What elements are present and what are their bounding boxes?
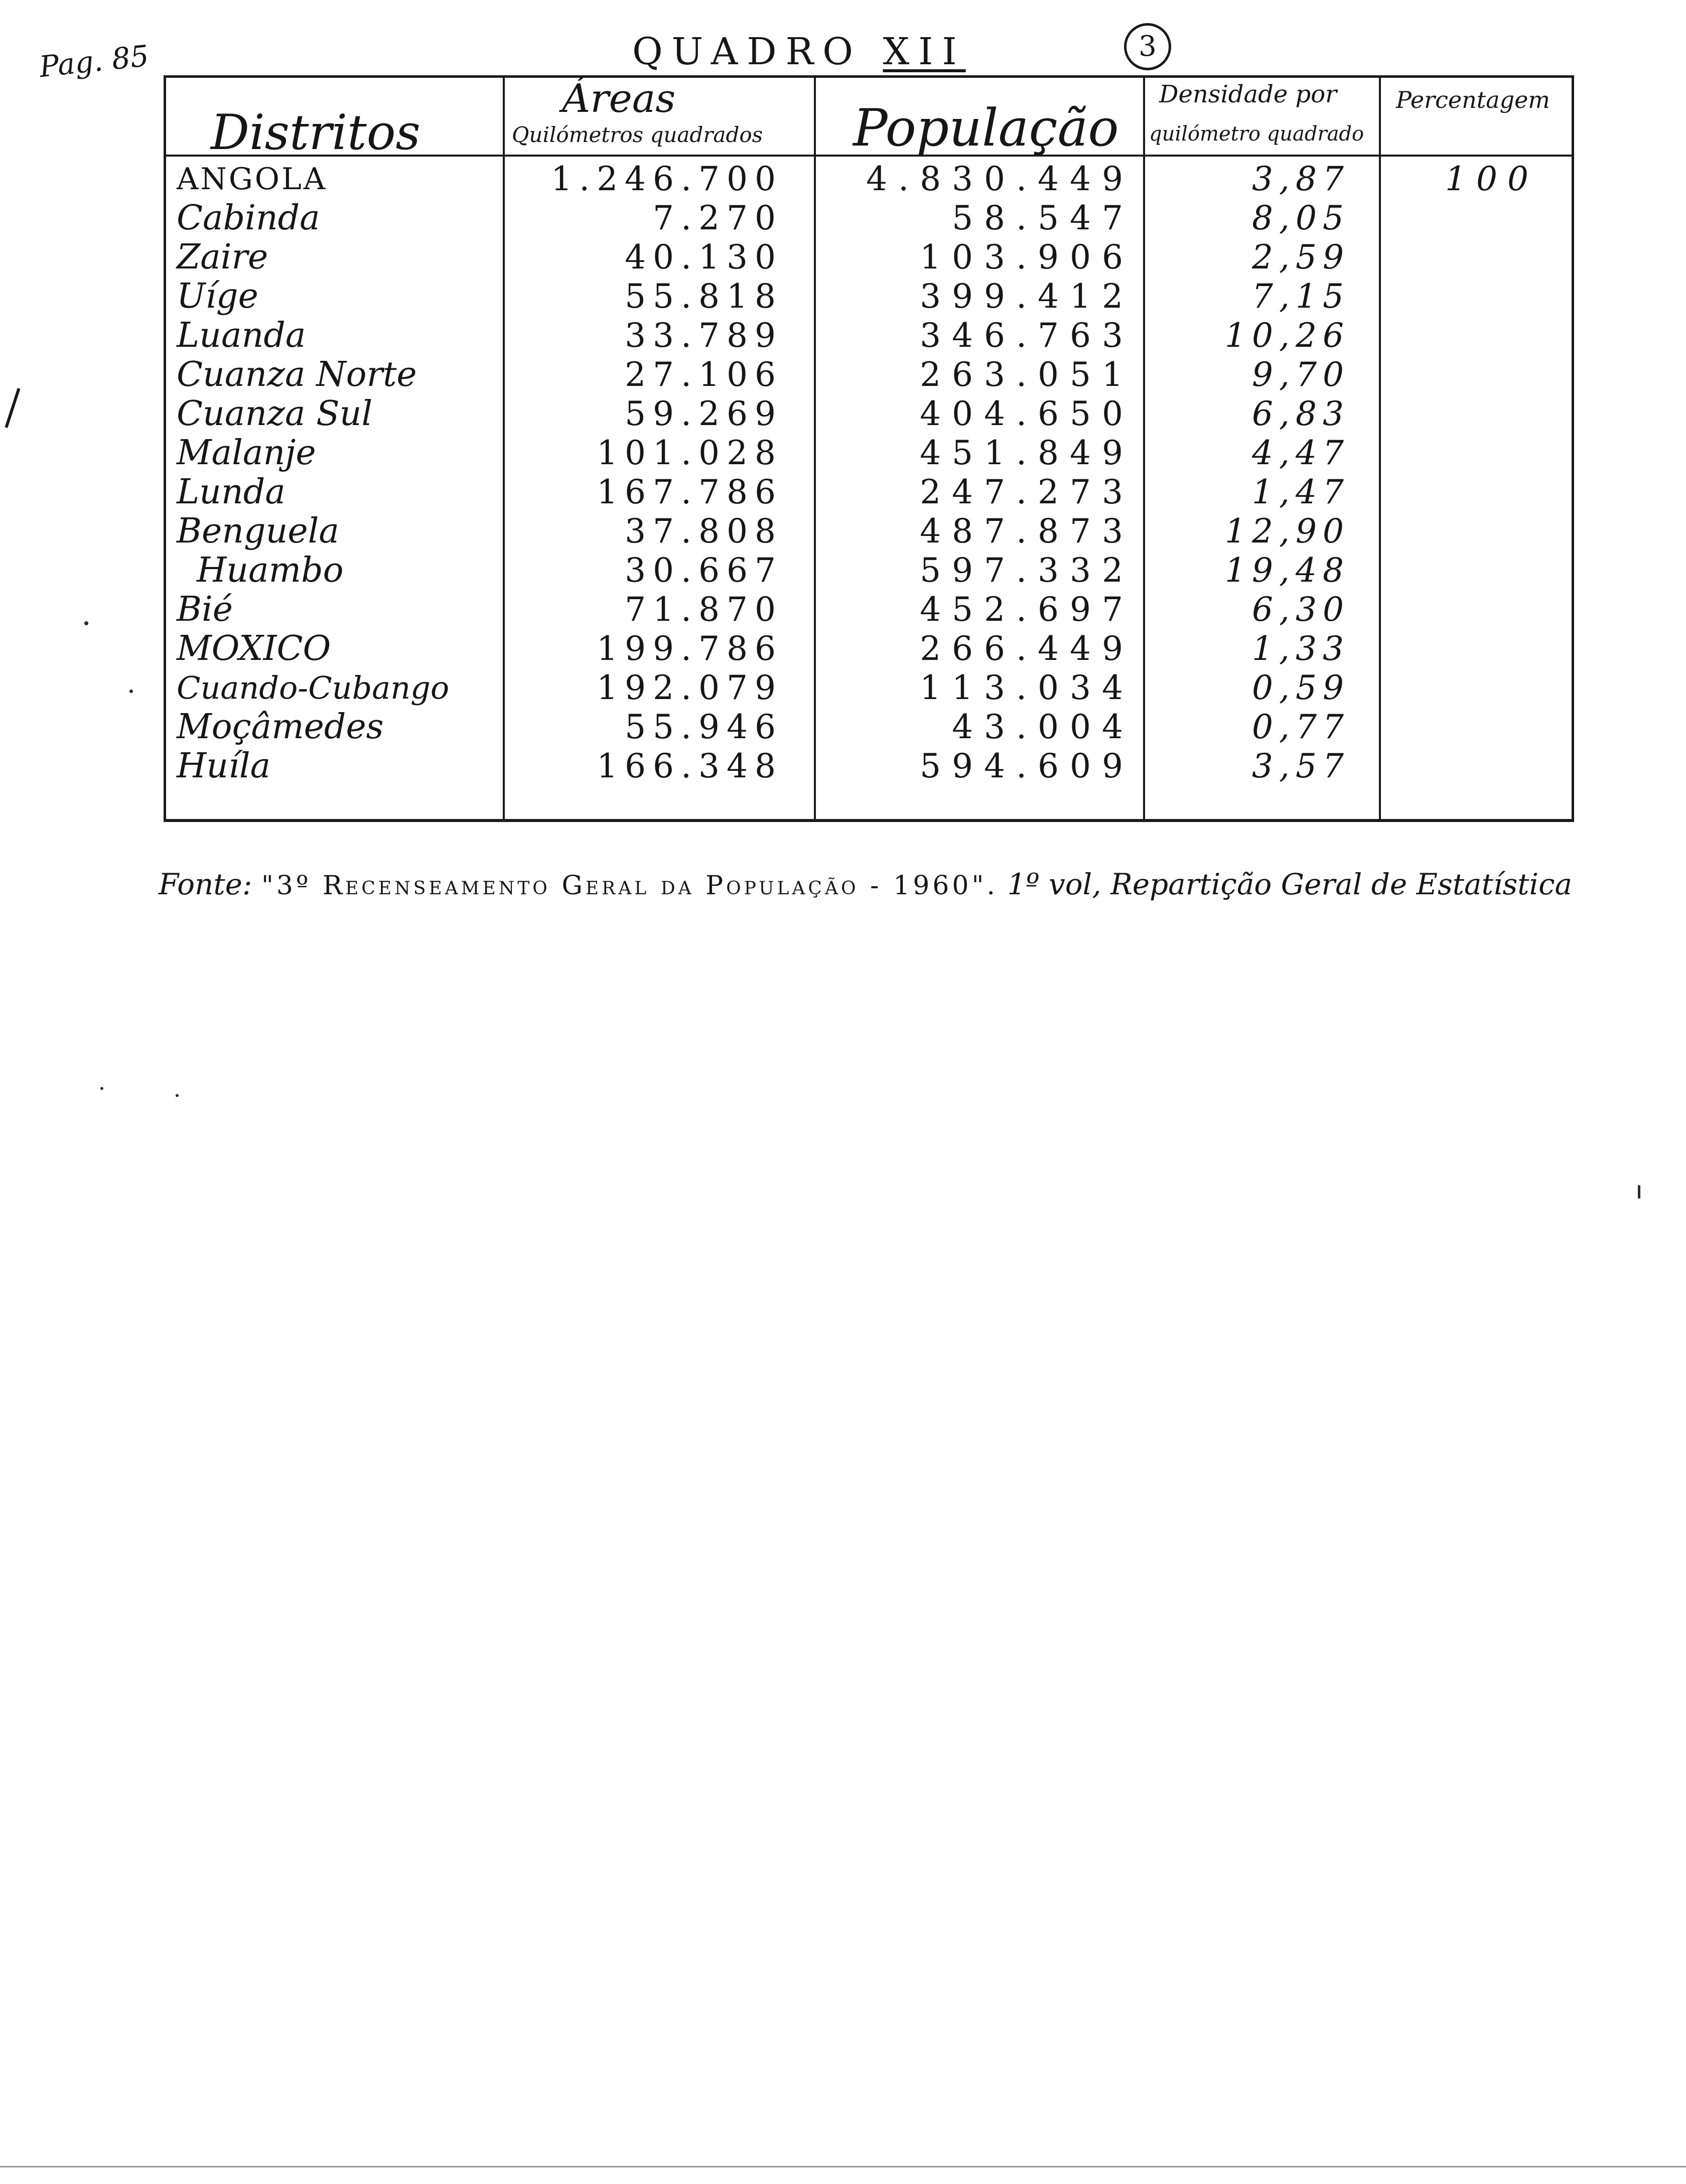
cell-distrito: Luanda <box>177 316 306 355</box>
scan-edge-line <box>0 2166 1686 2167</box>
cell-percentagem: 100 <box>1445 160 1538 198</box>
table-title-label: QUADRO <box>632 30 862 73</box>
table-row <box>0 199 1686 238</box>
cell-densidade: 7,15 <box>1252 277 1350 316</box>
cell-distrito: Huíla <box>177 746 271 786</box>
cell-populacao: 263.051 <box>920 355 1134 394</box>
cell-area: 55.946 <box>625 708 783 746</box>
cell-area: 27.106 <box>625 355 783 394</box>
cell-densidade: 4,47 <box>1252 434 1350 472</box>
cell-populacao: 597.332 <box>920 551 1134 590</box>
table-row <box>0 629 1686 668</box>
cell-populacao: 4.830.449 <box>866 160 1134 198</box>
table-row <box>0 434 1686 473</box>
source-note <box>159 861 1614 909</box>
header-densidade-unit: quilómetro quadrado <box>1149 122 1364 146</box>
cell-area: 7.270 <box>653 199 783 237</box>
cell-densidade: 1,33 <box>1252 629 1350 668</box>
table-bottom-border <box>164 819 1574 822</box>
header-percentagem: Percentagem <box>1396 86 1550 113</box>
scan-speck <box>129 690 133 693</box>
margin-pen-mark <box>1638 1185 1640 1198</box>
cell-distrito: Cuanza Norte <box>177 355 417 394</box>
cell-densidade: 3,57 <box>1252 747 1350 785</box>
cell-densidade: 2,59 <box>1252 238 1350 277</box>
cell-densidade: 8,05 <box>1252 199 1350 237</box>
cell-populacao: 451.849 <box>920 434 1134 472</box>
scan-speck <box>84 621 88 625</box>
scan-speck <box>100 1087 103 1090</box>
circled-page-number: 3 <box>1124 23 1171 70</box>
cell-populacao: 594.609 <box>920 747 1134 785</box>
cell-distrito: Zaire <box>177 237 268 277</box>
cell-area: 199.786 <box>597 629 783 668</box>
cell-densidade: 1,47 <box>1252 473 1350 511</box>
cell-distrito: Benguela <box>177 511 339 551</box>
cell-area: 1.246.700 <box>551 160 783 198</box>
cell-distrito: MOXICO <box>177 629 331 668</box>
table-top-border <box>164 75 1574 78</box>
table-row <box>0 394 1686 434</box>
page-reference: Pag. 85 <box>38 38 151 84</box>
cell-densidade: 0,77 <box>1252 708 1350 746</box>
header-areas-unit: Quilómetros quadrados <box>512 122 763 147</box>
table-title-number: XII <box>883 30 966 73</box>
cell-area: 40.130 <box>625 238 783 277</box>
cell-populacao: 404.650 <box>920 394 1134 433</box>
cell-densidade: 6,30 <box>1252 590 1350 629</box>
cell-area: 55.818 <box>625 277 783 316</box>
cell-area: 33.789 <box>625 316 783 355</box>
table-row <box>0 238 1686 277</box>
table-row <box>0 551 1686 590</box>
cell-populacao: 58.547 <box>952 199 1134 237</box>
cell-distrito: Moçâmedes <box>177 707 384 747</box>
cell-area: 30.667 <box>625 551 783 590</box>
source-detail: 1º vol, Repartição Geral de Estatística <box>1007 867 1573 901</box>
cell-distrito: ANGOLA <box>177 162 328 197</box>
header-distritos: Distritos <box>211 104 420 161</box>
cell-distrito: Huambo <box>197 551 344 590</box>
cell-populacao: 247.273 <box>920 473 1134 511</box>
cell-populacao: 346.763 <box>920 316 1134 355</box>
table-row <box>0 355 1686 394</box>
cell-distrito: Lunda <box>177 472 286 512</box>
cell-populacao: 113.034 <box>920 668 1134 707</box>
cell-populacao: 103.906 <box>920 238 1134 277</box>
cell-area: 37.808 <box>625 512 783 551</box>
cell-densidade: 12,90 <box>1225 512 1350 551</box>
cell-area: 101.028 <box>597 434 783 472</box>
cell-distrito: Cabinda <box>177 198 320 238</box>
table-row <box>0 473 1686 512</box>
cell-distrito: Cuando-Cubango <box>177 669 450 706</box>
cell-distrito: Malanje <box>177 433 316 473</box>
source-label: Fonte: <box>159 867 252 901</box>
cell-densidade: 19,48 <box>1225 551 1350 590</box>
source-title: "3º Recenseamento Geral da População - 1960". <box>261 871 998 901</box>
cell-populacao: 487.873 <box>920 512 1134 551</box>
cell-populacao: 399.412 <box>920 277 1134 316</box>
cell-densidade: 6,83 <box>1252 394 1350 433</box>
table-row <box>0 747 1686 786</box>
cell-distrito: Uíge <box>177 277 258 316</box>
scan-speck <box>176 1094 179 1097</box>
table-title <box>632 30 966 73</box>
table-row <box>0 708 1686 747</box>
cell-densidade: 9,70 <box>1252 355 1350 394</box>
table-row <box>0 512 1686 551</box>
cell-densidade: 0,59 <box>1252 668 1350 707</box>
cell-populacao: 266.449 <box>920 629 1134 668</box>
cell-area: 71.870 <box>625 590 783 629</box>
cell-distrito: Bié <box>177 590 233 629</box>
header-densidade: Densidade por <box>1159 80 1337 108</box>
table-row <box>0 160 1686 199</box>
cell-densidade: 10,26 <box>1225 316 1350 355</box>
header-areas: Áreas <box>562 76 676 121</box>
cell-populacao: 43.004 <box>952 708 1134 746</box>
cell-area: 167.786 <box>597 473 783 511</box>
cell-distrito: Cuanza Sul <box>177 394 373 434</box>
cell-area: 166.348 <box>597 747 783 785</box>
cell-densidade: 3,87 <box>1252 160 1350 198</box>
table-row <box>0 668 1686 708</box>
table-row <box>0 590 1686 629</box>
table-row <box>0 316 1686 355</box>
header-populacao: População <box>853 98 1119 158</box>
cell-area: 59.269 <box>625 394 783 433</box>
cell-area: 192.079 <box>597 668 783 707</box>
cell-populacao: 452.697 <box>920 590 1134 629</box>
table-row <box>0 277 1686 316</box>
